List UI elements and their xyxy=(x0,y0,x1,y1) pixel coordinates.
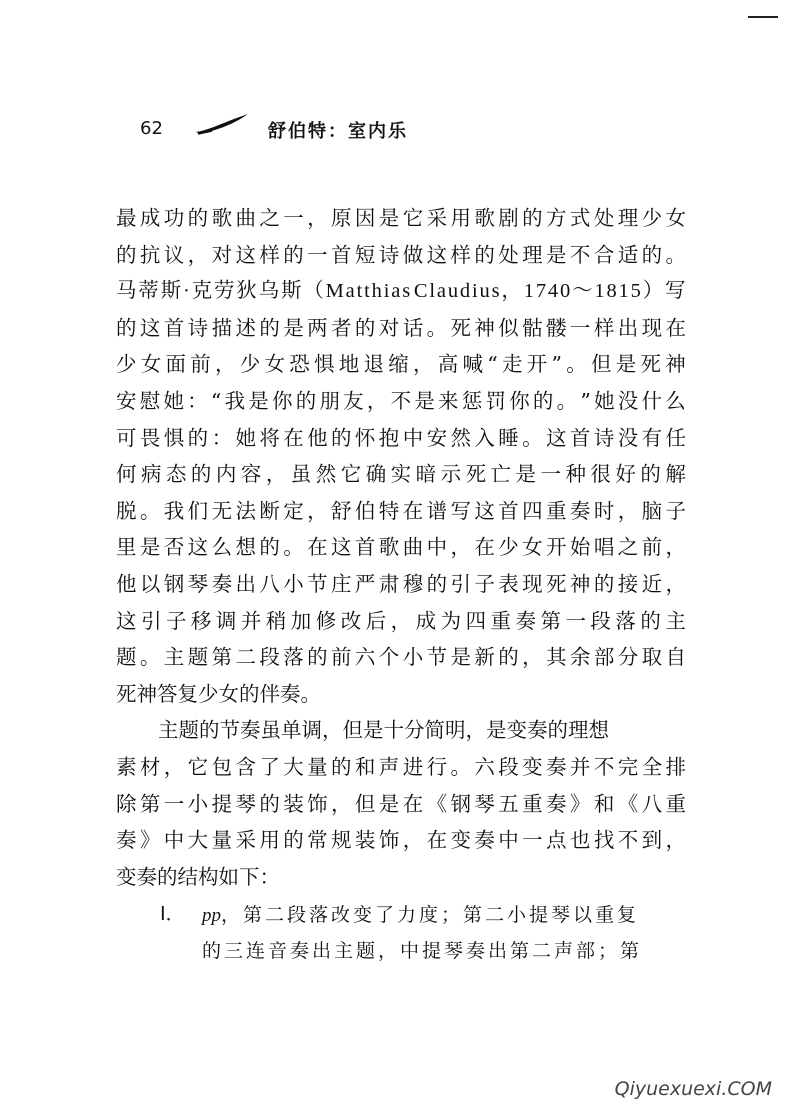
text-line: 里 是 否 这 么 想 的 。 在 这 首 歌 曲 中 ， 在 少 女 开 始 唱 之 前 ， xyxy=(116,535,686,560)
running-title: 舒伯特：室内乐 xyxy=(268,121,408,142)
text-line: 变奏的结构如下： xyxy=(116,864,280,889)
text-line: 题 。 主 题 第 二 段 落 的 前 六 个 小 节 是 新 的 ， 其 余 部 分 取 自 xyxy=(116,645,686,670)
text-line: 的 抗 议 ， 对 这 样 的 一 首 短 诗 做 这 样 的 处 理 是 不 合 适 的 。 xyxy=(116,242,686,267)
variation-list-item xyxy=(116,897,686,969)
watermark: Qiyuexuexi.COM xyxy=(614,1078,772,1100)
list-numeral: Ⅰ． xyxy=(160,904,185,926)
text-line: 脱 。 我 们 无 法 断 定 ， 舒 伯 特 在 谱 写 这 首 四 重 奏 时 ， 脑 子 xyxy=(116,498,686,523)
text-line: 安 慰 她 ： “ 我 是 你 的 朋 友 ， 不 是 来 惩 罚 你 的 。 ” 她 没 什 么 xyxy=(116,388,686,413)
text-line: 素 材 ， 它 包 含 了 大 量 的 和 声 进 行 。 六 段 变 奏 并 不 完 全 排 xyxy=(116,754,686,779)
list-line xyxy=(116,897,686,933)
dynamic-marking: pp xyxy=(202,905,221,927)
text-line: 可 畏 惧 的 ： 她 将 在 他 的 怀 抱 中 安 然 入 睡 。 这 首 诗 没 有 任 xyxy=(116,425,686,450)
text-line: 这 引 子 移 调 并 稍 加 修 改 后 ， 成 为 四 重 奏 第 一 段 落 的 主 xyxy=(116,608,686,633)
text-line: 何 病 态 的 内 容 ， 虽 然 它 确 实 暗 示 死 亡 是 一 种 很 好 的 解 xyxy=(116,462,686,487)
quill-icon xyxy=(194,112,250,136)
text-line: 奏 》 中 大 量 采 用 的 常 规 装 饰 ， 在 变 奏 中 一 点 也 找 不 到 ， xyxy=(116,828,686,853)
text-line: 他 以 钢 琴 奏 出 八 小 节 庄 严 肃 穆 的 引 子 表 现 死 神 的 接 近 ， xyxy=(116,571,686,596)
text-line: 的 这 首 诗 描 述 的 是 两 者 的 对 话 。 死 神 似 骷 髅 一 样 出 现 在 xyxy=(116,315,686,340)
text-line: 少 女 面 前 ， 少 女 恐 惧 地 退 缩 ， 高 喊 “ 走 开 ” 。 但 是 死 神 xyxy=(116,352,686,377)
body-text xyxy=(116,200,686,969)
list-line: 的三连音奏出主题，中提琴奏出第二声部；第 xyxy=(202,940,643,963)
text-line: 除 第 一 小 提 琴 的 装 饰 ， 但 是 在 《 钢 琴 五 重 奏 》 和 《 八 重 xyxy=(116,791,686,816)
text-line: 主题的节奏虽单调，但是十分简明，是变奏的理想 xyxy=(158,718,609,743)
text-line: 最 成 功 的 歌 曲 之 一 ， 原 因 是 它 采 用 歌 剧 的 方 式 处 理 少 女 xyxy=(116,206,686,230)
list-text: ，第二段落改变了力度；第二小提琴以重复 xyxy=(221,904,640,927)
text-line: 马 蒂 斯 · 克 劳 狄 乌 斯 （ M a t t h i a s C l a u d i u s ， 1 7 4 0 ～ 1 8 1 5 ） 写 xyxy=(116,280,686,303)
text-line: 死神答复少女的伴奏。 xyxy=(116,681,321,706)
paragraph-2 xyxy=(116,712,686,895)
corner-rule xyxy=(748,16,778,18)
page-number: 62 xyxy=(140,118,163,139)
paragraph-1 xyxy=(116,200,686,712)
